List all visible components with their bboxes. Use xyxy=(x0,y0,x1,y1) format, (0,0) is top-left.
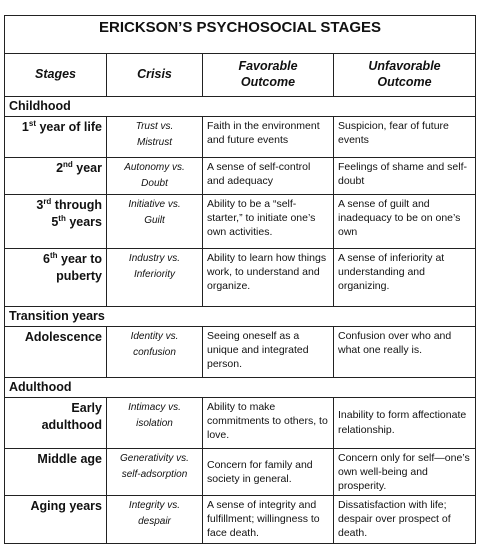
crisis-line: confusion xyxy=(133,346,176,358)
stage-text: 1 xyxy=(21,119,29,134)
crisis-line: Mistrust xyxy=(137,136,172,148)
section-row-adulthood xyxy=(5,377,476,397)
crisis-line: Autonomy vs. xyxy=(124,161,185,173)
table-row xyxy=(5,116,476,157)
stage-text: years xyxy=(65,214,102,229)
favorable-outcome-cell: A sense of self-control and adequacy xyxy=(203,157,334,194)
favorable-outcome-cell: Seeing oneself as a unique and integrated person. xyxy=(203,326,334,377)
crisis-cell xyxy=(107,157,203,194)
header-favorable-line1: Favorable xyxy=(238,59,298,74)
favorable-outcome-cell: A sense of integrity and fulfillment; willingness to face death. xyxy=(203,496,334,544)
crisis-line: Doubt xyxy=(141,177,168,189)
favorable-outcome-cell: Ability to learn how things work, to understand and organize. xyxy=(203,248,334,306)
crisis-line: Trust vs. xyxy=(135,120,174,132)
crisis-line: Intimacy vs. xyxy=(128,401,181,413)
header-favorable-outcome xyxy=(203,54,334,97)
crisis-cell xyxy=(107,194,203,248)
crisis-line: Industry vs. xyxy=(128,252,181,264)
crisis-line: isolation xyxy=(136,417,173,429)
stage-cell xyxy=(5,157,107,194)
table-row xyxy=(5,397,476,448)
header-unfavorable-outcome xyxy=(334,54,476,97)
stage-text: year xyxy=(72,160,102,175)
favorable-outcome-cell: Ability to be a “self-starter,” to initiate one’s own activities. xyxy=(203,194,334,248)
unfavorable-outcome-cell: Dissatisfaction with life; despair over prospect of death. xyxy=(334,496,476,544)
section-label-adulthood: Adulthood xyxy=(5,377,476,397)
unfavorable-outcome-cell: A sense of guilt and inadequacy to be on one’s own xyxy=(334,194,476,248)
stage-cell xyxy=(5,116,107,157)
crisis-line: Identity vs. xyxy=(130,330,179,342)
favorable-outcome-cell: Concern for family and society in general. xyxy=(203,448,334,496)
crisis-cell xyxy=(107,448,203,496)
table-title: ERICKSON’S PSYCHOSOCIAL STAGES xyxy=(5,16,476,54)
stage-text: year to xyxy=(57,251,102,266)
stage-text: adulthood xyxy=(41,417,102,432)
crisis-cell xyxy=(107,248,203,306)
stage-text: puberty xyxy=(56,268,102,283)
crisis-line: Generativity vs. xyxy=(120,452,189,464)
crisis-cell xyxy=(107,326,203,377)
unfavorable-outcome-cell: Confusion over who and what one really is. xyxy=(334,326,476,377)
stage-superscript: st xyxy=(28,118,36,128)
stage-text: Early xyxy=(71,400,102,415)
favorable-outcome-cell: Faith in the environment and future events xyxy=(203,116,334,157)
crisis-line: Inferiority xyxy=(133,268,176,280)
header-favorable-line2: Outcome xyxy=(240,75,296,89)
favorable-outcome-cell: Ability to make commitments to others, to love. xyxy=(203,397,334,448)
section-row-childhood xyxy=(5,97,476,117)
psychosocial-stages-table xyxy=(4,15,476,544)
stage-superscript: th xyxy=(58,213,66,223)
crisis-cell xyxy=(107,496,203,544)
crisis-line: Guilt xyxy=(144,214,165,226)
header-crisis: Crisis xyxy=(107,54,203,97)
table-row xyxy=(5,448,476,496)
crisis-cell xyxy=(107,397,203,448)
stage-cell xyxy=(5,248,107,306)
header-unfavorable-line1: Unfavorable xyxy=(368,59,441,74)
stage-cell: Aging years xyxy=(5,496,107,544)
header-row xyxy=(5,54,476,97)
table-row xyxy=(5,326,476,377)
crisis-line: despair xyxy=(138,516,171,528)
section-row-transition xyxy=(5,306,476,326)
stage-cell xyxy=(5,194,107,248)
crisis-line: Integrity vs. xyxy=(128,500,181,512)
stage-text: 3 xyxy=(36,197,44,212)
stage-text: 6 xyxy=(43,251,50,266)
unfavorable-outcome-cell: A sense of inferiority at understanding and organizing. xyxy=(334,248,476,306)
crisis-cell xyxy=(107,116,203,157)
header-stages: Stages xyxy=(5,54,107,97)
unfavorable-outcome-cell: Inability to form affectionate relationship. xyxy=(334,397,476,448)
table-row xyxy=(5,157,476,194)
stage-text: year of life xyxy=(36,119,102,134)
stage-cell xyxy=(5,397,107,448)
unfavorable-outcome-cell: Feelings of shame and self-doubt xyxy=(334,157,476,194)
header-unfavorable-line2: Outcome xyxy=(377,75,432,89)
table-row xyxy=(5,248,476,306)
crisis-line: Initiative vs. xyxy=(128,198,181,210)
stage-superscript: nd xyxy=(63,159,73,169)
crisis-line: self-adsorption xyxy=(121,468,188,480)
table-row xyxy=(5,496,476,544)
stage-cell: Adolescence xyxy=(5,326,107,377)
unfavorable-outcome-cell: Concern only for self—one’s own well-being and prosperity. xyxy=(334,448,476,496)
stage-text: 2 xyxy=(56,160,64,175)
table-row xyxy=(5,194,476,248)
stage-text: 5 xyxy=(51,214,59,229)
stage-text: through xyxy=(51,197,102,212)
unfavorable-outcome-cell: Suspicion, fear of future events xyxy=(334,116,476,157)
stage-superscript: rd xyxy=(43,196,52,206)
stage-superscript: th xyxy=(49,250,58,260)
section-label-childhood: Childhood xyxy=(5,97,476,117)
section-label-transition: Transition years xyxy=(5,306,476,326)
stage-cell: Middle age xyxy=(5,448,107,496)
